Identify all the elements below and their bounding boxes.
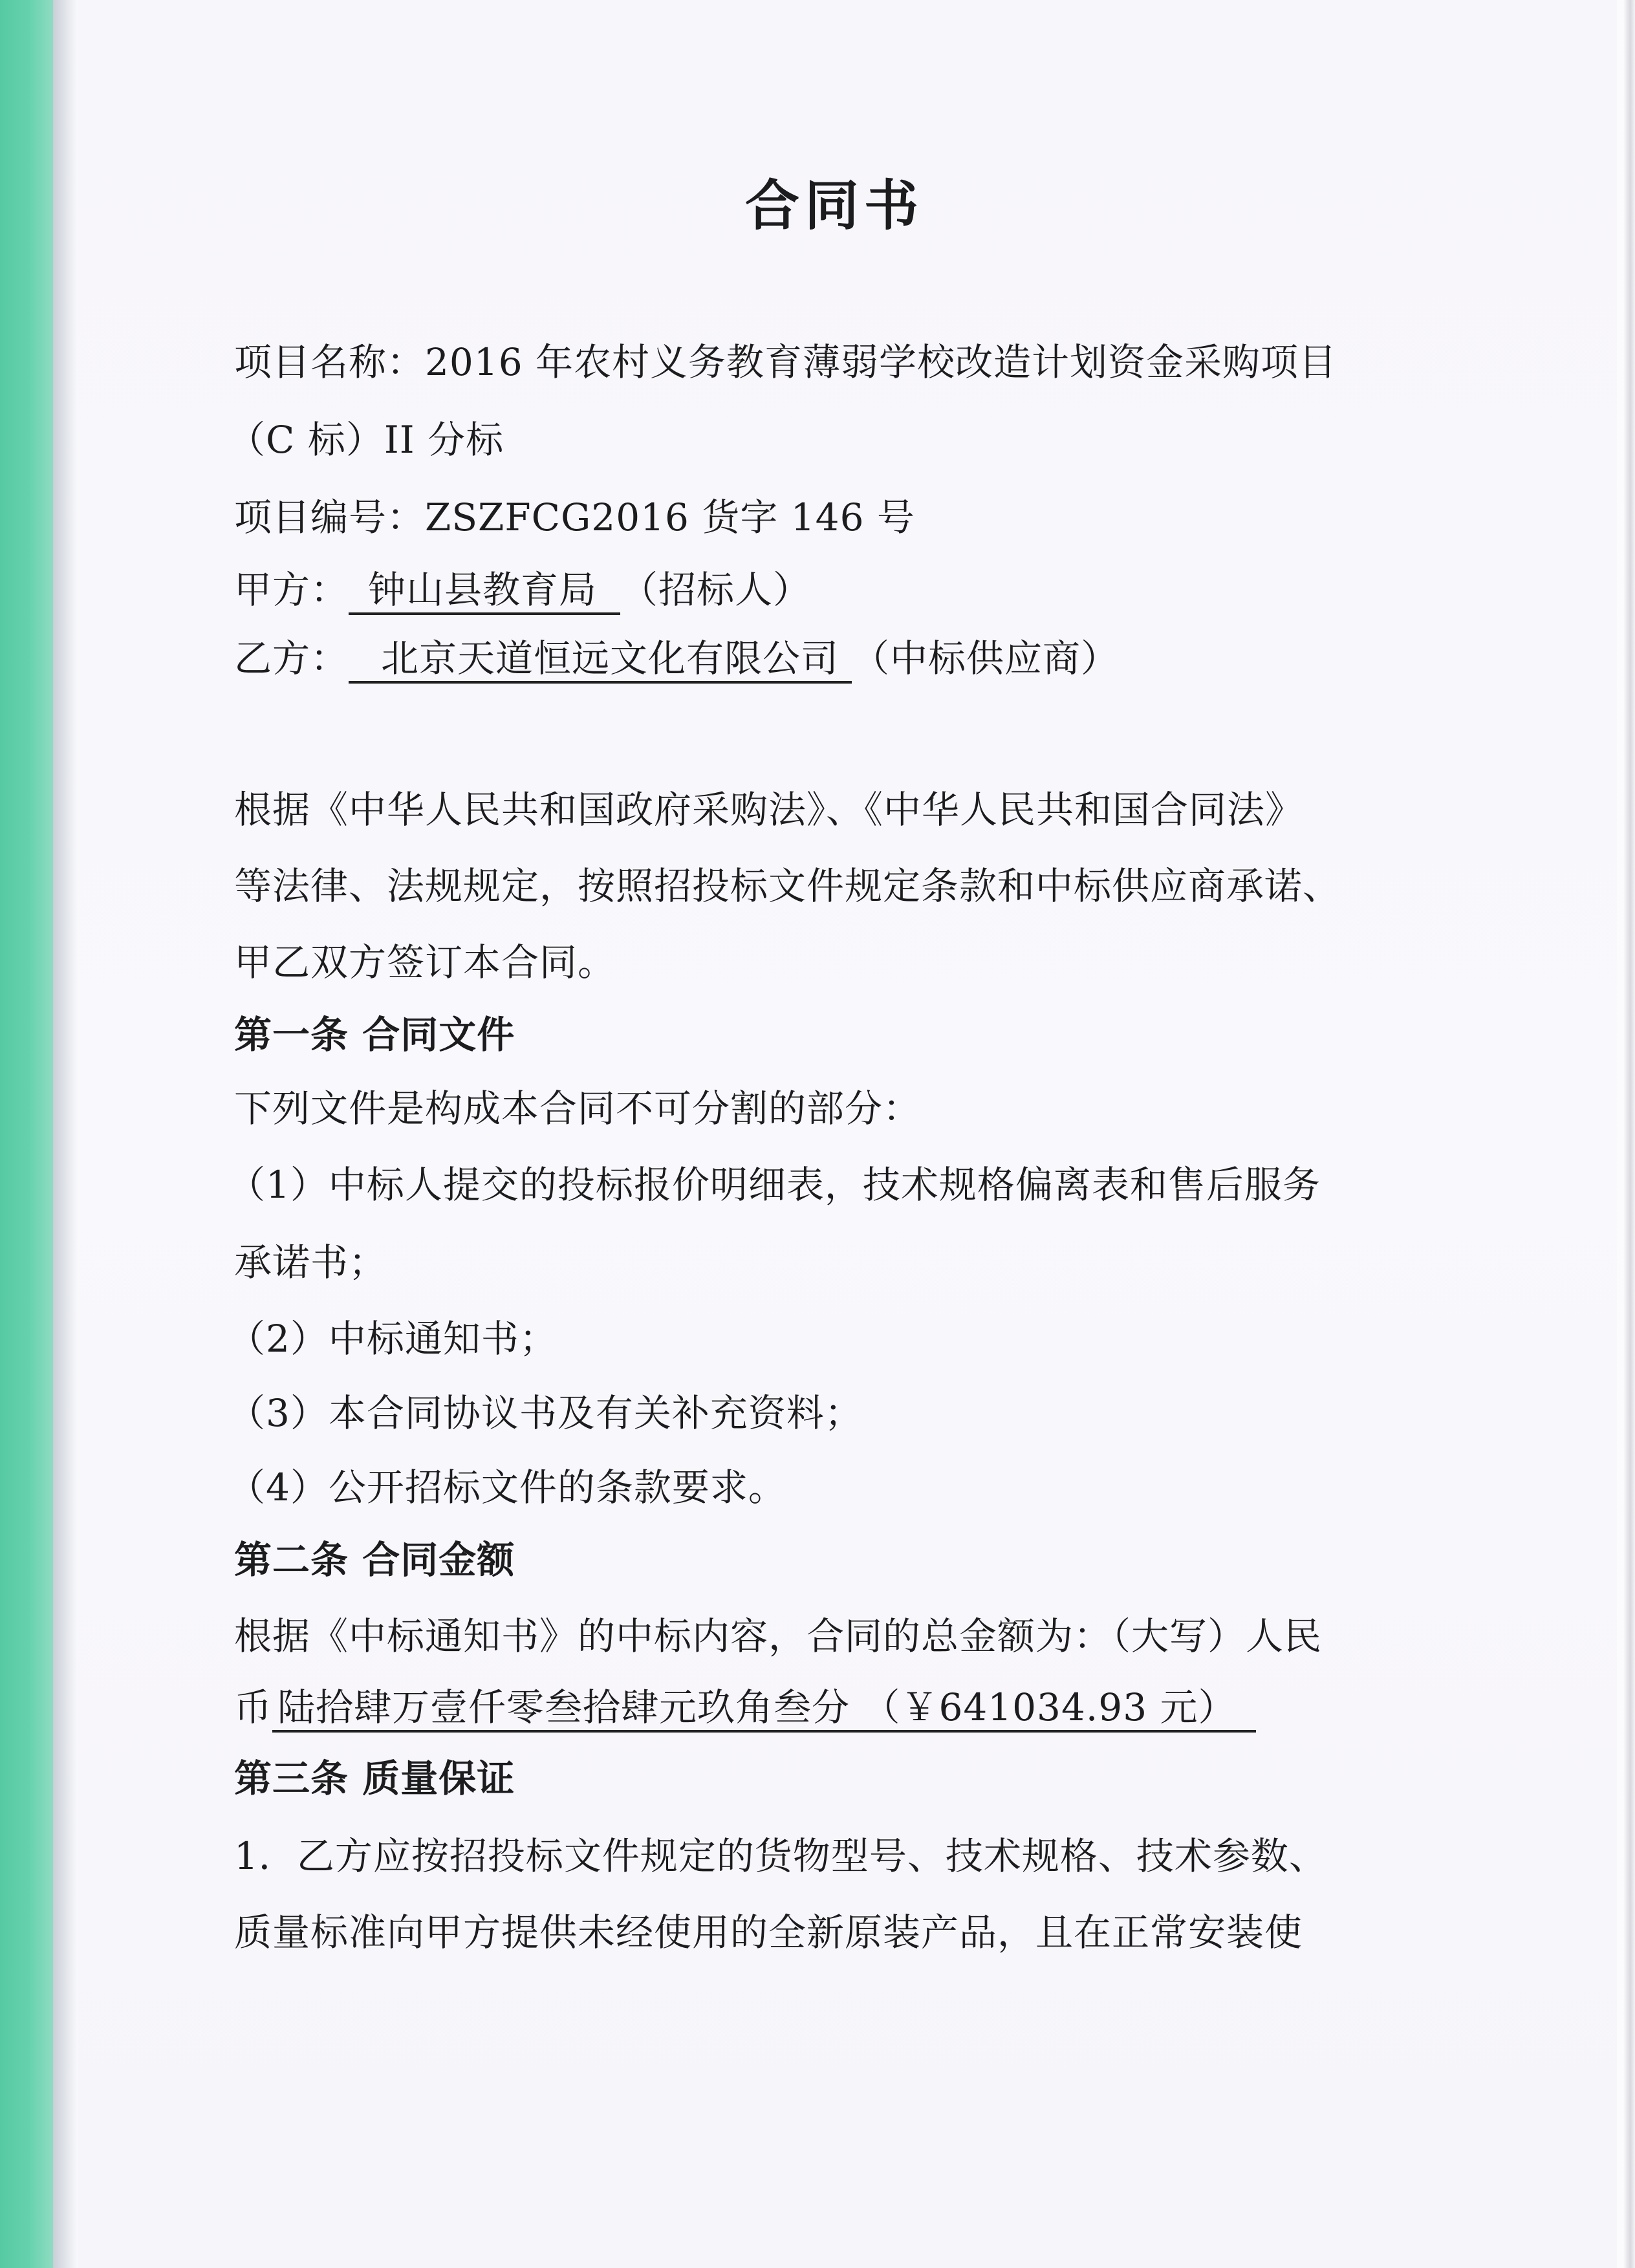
article-3-heading: 第三条 质量保证: [234, 1756, 515, 1800]
article-1-heading: 第一条 合同文件: [234, 1013, 515, 1057]
project-name-line: [234, 336, 1635, 388]
project-number-line: [234, 491, 1635, 543]
page-right-edge: [1623, 0, 1635, 2268]
article-2-amount-line: [234, 1681, 1635, 1733]
project-name-label: 项目名称：: [234, 340, 426, 384]
party-a-role: （招标人）: [620, 568, 812, 612]
article-1-item-2: （2）中标通知书；: [228, 1317, 558, 1361]
party-b-line: [234, 632, 1635, 684]
article-2-line-1: 根据《中标通知书》的中标内容，合同的总金额为：（大写）人民: [234, 1614, 1323, 1658]
project-number-label: 项目编号：: [234, 495, 426, 539]
article-1-lead: 下列文件是构成本合同不可分割的部分：: [234, 1086, 922, 1130]
article-2-amount: 陆拾肆万壹仟零叁拾肆元玖角叁分 （￥641034.93 元）: [272, 1686, 1256, 1733]
document-title: 合同书: [744, 173, 924, 237]
intro-line-3: 甲乙双方签订本合同。: [234, 940, 616, 984]
article-1-item-3: （3）本合同协议书及有关补充资料；: [228, 1391, 863, 1435]
party-a-value: 钟山县教育局: [349, 568, 620, 615]
contract-page: [78, 0, 1617, 2268]
project-number-value: ZSZFCG2016 货字 146 号: [425, 495, 915, 539]
party-a-line: [234, 564, 1635, 616]
intro-line-2: 等法律、法规规定，按照招投标文件规定条款和中标供应商承诺、: [234, 864, 1341, 908]
project-name-continuation: （C 标）II 分标: [228, 418, 504, 462]
article-2-heading: 第二条 合同金额: [234, 1538, 515, 1582]
article-3-line-1: 1．乙方应按招投标文件规定的货物型号、技术规格、技术参数、: [234, 1834, 1327, 1878]
project-name-value: 2016 年农村义务教育薄弱学校改造计划资金采购项目: [425, 340, 1337, 384]
article-1-item-1-continuation: 承诺书；: [234, 1240, 387, 1284]
article-1-item-1: （1）中标人提交的投标报价明细表，技术规格偏离表和售后服务: [228, 1163, 1321, 1207]
party-a-label: 甲方：: [234, 568, 349, 612]
article-3-line-2: 质量标准向甲方提供未经使用的全新原装产品，且在正常安装使: [234, 1910, 1303, 1954]
binding-strip: [0, 0, 53, 2268]
binding-shadow: [53, 0, 79, 2268]
party-b-value: 北京天道恒远文化有限公司: [349, 637, 852, 684]
party-b-role: （中标供应商）: [852, 636, 1120, 680]
party-b-label: 乙方：: [234, 636, 349, 680]
intro-line-1: 根据《中华人民共和国政府采购法》、《中华人民共和国合同法》: [234, 788, 1304, 832]
article-2-currency: 币: [234, 1685, 273, 1729]
article-1-item-4: （4）公开招标文件的条款要求。: [228, 1465, 786, 1509]
